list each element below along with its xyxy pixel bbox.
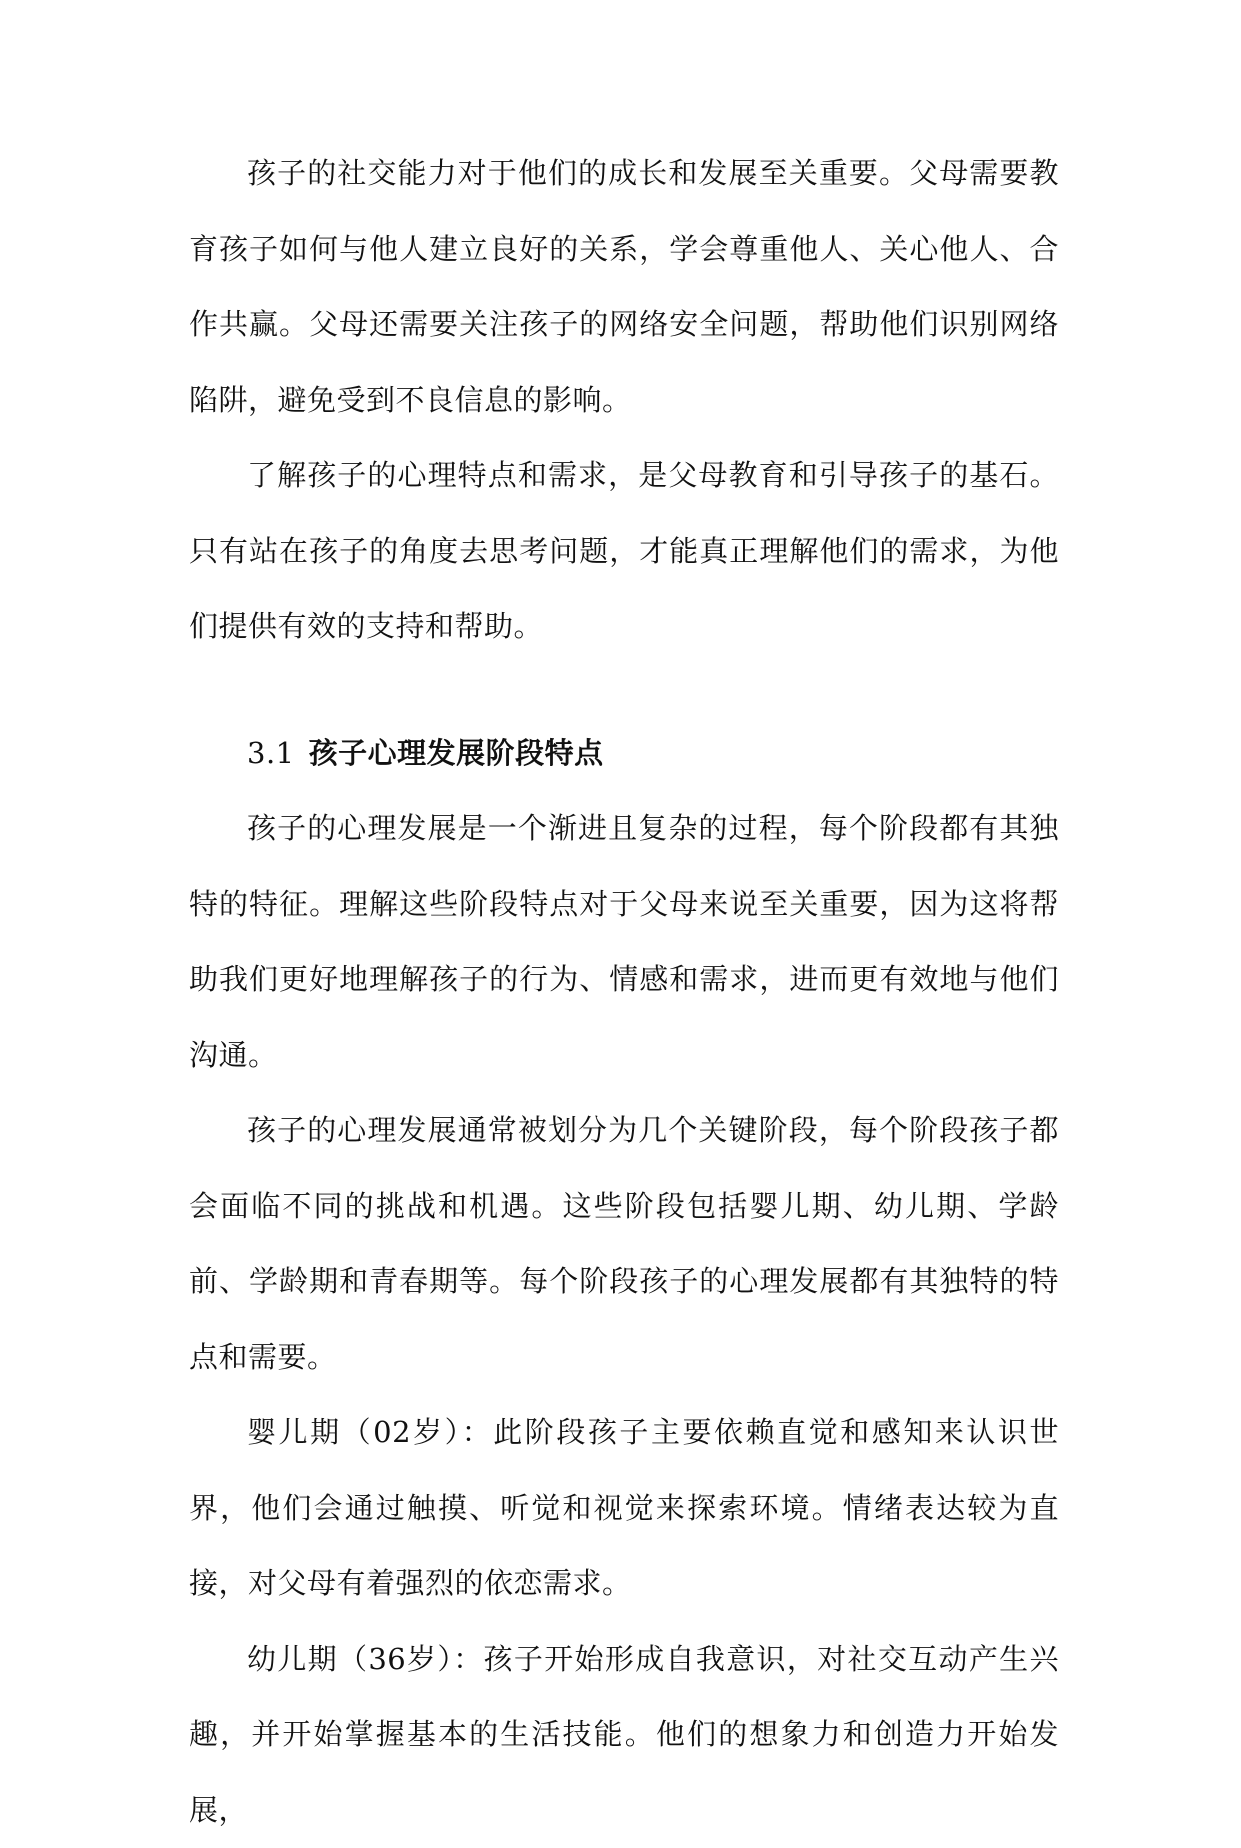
- paragraph-infancy: 婴儿期（02岁）：此阶段孩子主要依赖直觉和感知来认识世界，他们会通过触摸、听觉和视觉来探索环境。情绪表达较为直接，对父母有着强烈的依恋需求。: [189, 1395, 1059, 1622]
- paragraph-toddler: 幼儿期（36岁）：孩子开始形成自我意识，对社交互动产生兴趣，并开始掌握基本的生活技能。他们的想象力和创造力开始发展，: [189, 1622, 1059, 1848]
- document-body: [189, 136, 1059, 1848]
- paragraph-understand-needs: 了解孩子的心理特点和需求，是父母教育和引导孩子的基石。只有站在孩子的角度去思考问题，才能真正理解他们的需求，为他们提供有效的支持和帮助。: [189, 438, 1059, 665]
- section-heading: [189, 716, 1059, 792]
- section-title: 孩子心理发展阶段特点: [309, 736, 604, 770]
- paragraph-key-stages: 孩子的心理发展通常被划分为几个关键阶段，每个阶段孩子都会面临不同的挑战和机遇。这些阶段包括婴儿期、幼儿期、学龄前、学龄期和青春期等。每个阶段孩子的心理发展都有其独特的特点和需要。: [189, 1093, 1059, 1395]
- paragraph-development-process: 孩子的心理发展是一个渐进且复杂的过程，每个阶段都有其独特的特征。理解这些阶段特点对于父母来说至关重要，因为这将帮助我们更好地理解孩子的行为、情感和需求，进而更有效地与他们沟通。: [189, 791, 1059, 1093]
- paragraph-social-skills: 孩子的社交能力对于他们的成长和发展至关重要。父母需要教育孩子如何与他人建立良好的关系，学会尊重他人、关心他人、合作共赢。父母还需要关注孩子的网络安全问题，帮助他们识别网络陷阱，避免受到不良信息的影响。: [189, 136, 1059, 438]
- section-number: 3.1: [247, 736, 295, 770]
